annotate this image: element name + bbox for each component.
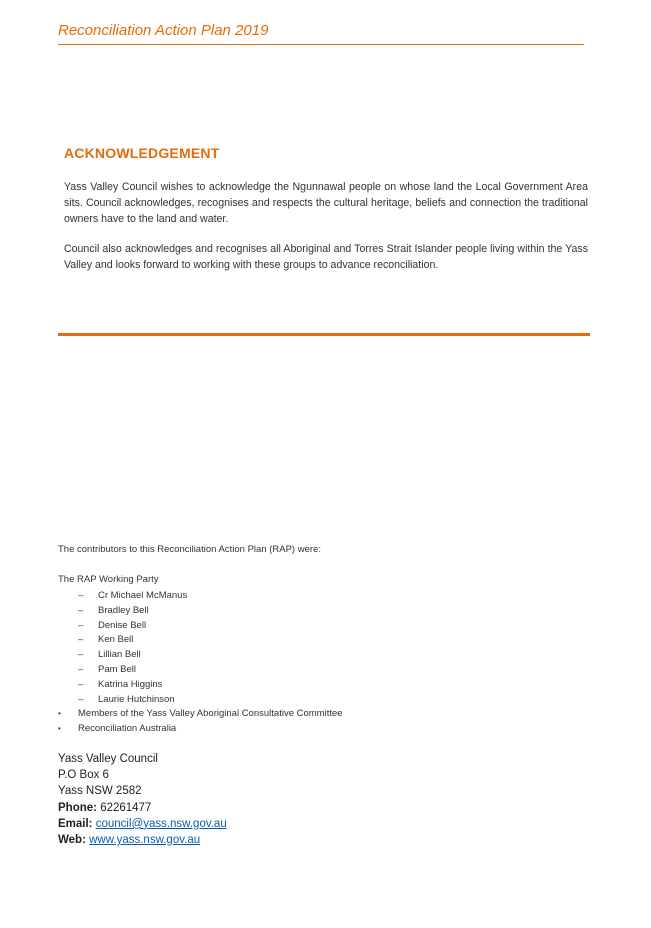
acknowledgement-paragraph-1: Yass Valley Council wishes to acknowledge the Ngunnawal people on whose land the Local Government Area sits. Council acknowledges, recognises and respects the cultural heritage, beliefs and connection the traditional owners have to the land and water. xyxy=(64,181,588,225)
contact-organisation: Yass Valley Council xyxy=(58,753,158,765)
member-name: Katrina Higgins xyxy=(98,678,163,690)
list-item xyxy=(78,648,187,663)
bullet-marker: • xyxy=(58,723,61,733)
dash-marker: – xyxy=(78,590,84,601)
working-party-members-list xyxy=(78,589,187,707)
email-link[interactable]: council@yass.nsw.gov.au xyxy=(95,817,227,830)
section-divider xyxy=(58,333,590,336)
email-label: Email: xyxy=(58,817,93,830)
list-item xyxy=(78,663,187,678)
contact-block xyxy=(58,751,227,848)
contact-po-box: P.O Box 6 xyxy=(58,769,109,782)
contact-phone-row xyxy=(58,800,227,816)
header-rule xyxy=(58,44,584,45)
list-item xyxy=(78,678,187,693)
list-item xyxy=(78,619,187,634)
phone-label: Phone: xyxy=(58,801,97,814)
dash-marker: – xyxy=(78,634,84,646)
member-name: Lillian Bell xyxy=(98,649,141,661)
dash-marker: – xyxy=(78,693,84,705)
member-name: Pam Bell xyxy=(98,663,137,675)
list-item xyxy=(58,707,343,722)
contact-suburb: Yass NSW 2582 xyxy=(58,785,142,798)
list-item xyxy=(58,722,343,737)
dash-marker: – xyxy=(78,663,84,675)
dash-marker: – xyxy=(78,619,84,631)
phone-value: 62261477 xyxy=(100,801,152,814)
contributors-intro: The contributors to this Reconciliation Action Plan (RAP) were: xyxy=(58,544,321,555)
member-name: Laurie Hutchinson xyxy=(98,693,175,705)
list-item xyxy=(78,604,187,619)
web-label: Web: xyxy=(58,833,86,846)
acknowledgement-paragraph-2: Council also acknowledges and recognises all Aboriginal and Torres Strait Islander people living within the Yass Valley and looks forward to working with these groups to advance reconciliation. xyxy=(64,243,588,271)
page-header-title: Reconciliation Action Plan 2019 xyxy=(58,22,269,39)
list-item xyxy=(78,589,187,604)
acknowledgement-heading: ACKNOWLEDGEMENT xyxy=(64,145,220,161)
contact-web-row xyxy=(58,832,227,848)
contributor-name: Reconciliation Australia xyxy=(78,722,177,734)
dash-marker: – xyxy=(78,678,84,690)
member-name: Denise Bell xyxy=(98,619,147,631)
member-name: Ken Bell xyxy=(98,634,134,646)
contributor-name: Members of the Yass Valley Aboriginal Consultative Committee xyxy=(78,708,343,719)
list-item xyxy=(78,693,187,708)
bullet-marker: • xyxy=(58,709,61,718)
web-link[interactable]: www.yass.nsw.gov.au xyxy=(89,833,201,846)
rap-working-party-label: The RAP Working Party xyxy=(58,574,159,585)
member-name: Cr Michael McManus xyxy=(98,590,188,601)
member-name: Bradley Bell xyxy=(98,604,149,616)
dash-marker: – xyxy=(78,649,84,661)
list-item xyxy=(78,633,187,648)
contact-email-row xyxy=(58,816,227,832)
other-contributors-list xyxy=(58,707,343,737)
dash-marker: – xyxy=(78,604,84,616)
